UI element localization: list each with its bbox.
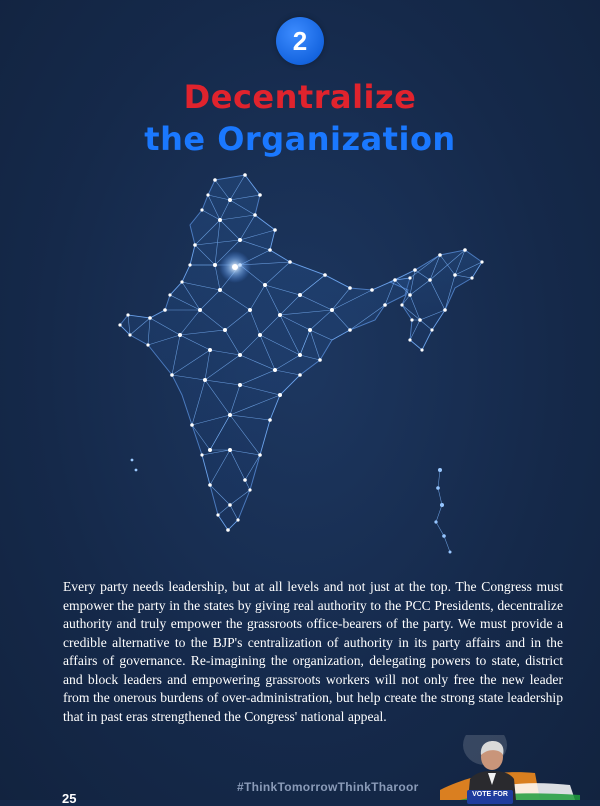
title-line-1: Decentralize bbox=[183, 78, 417, 116]
vote-for-badge: VOTE FOR bbox=[467, 790, 513, 804]
page-number: 25 bbox=[62, 791, 77, 806]
candidate-portrait bbox=[440, 735, 600, 800]
campaign-hashtag: #ThinkTomorrowThinkTharoor bbox=[237, 780, 419, 794]
map-outline-mainland bbox=[120, 175, 410, 530]
title-line-2: the Organization bbox=[144, 120, 456, 158]
india-network-map-illustration bbox=[110, 170, 490, 570]
section-number-badge: 2 bbox=[276, 17, 324, 65]
body-paragraph: Every party needs leadership, but at all levels and not just at the top. The Congress must empower the party in the states by giving real authority to the PCC Presidents, decentralize authority and truly empower the grassroots office-bearers of the party. We must provide a credible alternative to the BJP's centralization of authority in its party affairs and in the affairs of governance. Re-imagining the organization, delegating powers to state, district and block leaders and empowering grassroots workers will not only free the new leader from the onerous burdens of over-administration, but help create the strong state leadership that in past eras strengthened the Congress' national appeal. bbox=[63, 579, 563, 724]
map-islands bbox=[131, 459, 452, 554]
